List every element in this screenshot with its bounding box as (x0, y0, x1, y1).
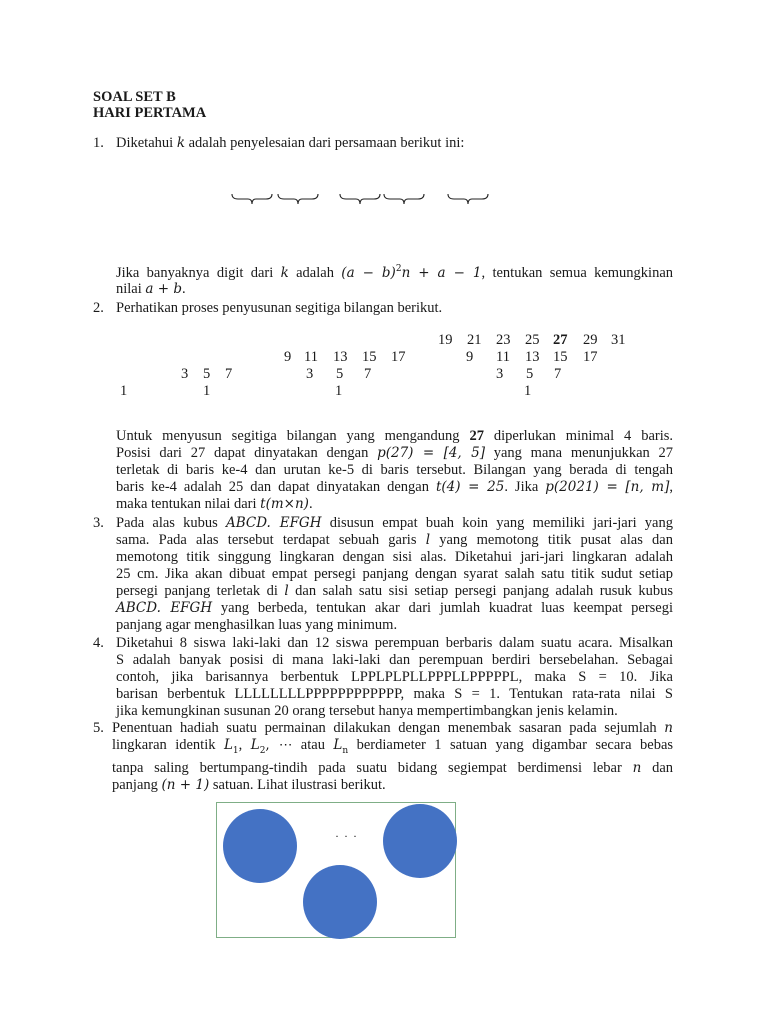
q1-condition: Jika banyaknya digit dari k adalah $(a - b)^2n + a - 1$, tentukan semua kemungkinan (116, 264, 674, 281)
q2-para-line3: terletak di baris ke-4 dan urutan ke-5 di baris tersebut. Bilangan yang berada di tengah (116, 462, 673, 478)
q5-line3: tanpa saling bertumpang-tindih pada suatu bidang segiempat berdimensi lebar n dan (112, 760, 673, 776)
tri1-r1-c1: 1 (120, 383, 128, 399)
q4-line1: Diketahui 8 siswa laki-laki dan 12 siswa perempuan berbaris dalam suatu acara. Misalkan (116, 635, 673, 651)
q5-line2: lingkaran identik $L_1$, $L_2$, ⋯ atau $L_n$ berdiameter 1 satuan yang digambar secara bebas (112, 737, 674, 756)
tri4-r3-c1: 9 (466, 349, 474, 365)
q5-number: 5. (93, 720, 104, 736)
tri4-r4-c3: 23 (496, 332, 511, 348)
tri4-r4-c1: 19 (438, 332, 453, 348)
number-triangles (0, 0, 768, 420)
tri3-r2-c1: 3 (306, 366, 314, 382)
q4-line2: S adalah banyak posisi di mana laki-laki dan perempuan berdiri bersebelahan. Sebagai (116, 652, 673, 668)
tri2-r1-c1: 1 (203, 383, 211, 399)
q4-line3: contoh, jika barisannya berbentuk LPPLPLPLLPPPLLPPPPPL, maka S = 10. Jika (116, 669, 673, 685)
circle-L2 (303, 865, 377, 939)
q3-line6: ABCD. EFGH yang berbeda, tentukan akar dari jumlah kuadrat luas keempat persegi (116, 600, 674, 616)
tri2-r2-c2: 5 (203, 366, 211, 382)
q2-number: 2. (93, 300, 104, 316)
q3-line4: 25 cm. Jika akan dibuat empat persegi panjang dengan syarat salah satu titik sudut setiap (116, 566, 673, 582)
tri4-r2-c1: 3 (496, 366, 504, 382)
tri4-r2-c3: 7 (554, 366, 562, 382)
tri3-r2-c2: 5 (336, 366, 344, 382)
tri4-r2-c2: 5 (526, 366, 534, 382)
q1-question: nilai a + b. (116, 281, 186, 297)
tri3-r3-c4: 15 (362, 349, 377, 365)
circle-Ln (383, 804, 457, 878)
tri4-r4-c5-highlight: 27 (553, 332, 568, 348)
tri2-r2-c3: 7 (225, 366, 233, 382)
q1-number: 1. (93, 135, 104, 151)
q3-number: 3. (93, 515, 104, 531)
q5-line1: Penentuan hadiah suatu permainan dilakukan dengan menembak sasaran pada sejumlah n (112, 720, 673, 736)
tri3-r2-c3: 7 (364, 366, 372, 382)
tri4-r1-c1: 1 (524, 383, 532, 399)
q3-line7: panjang agar menghasilkan luas yang minimum. (116, 617, 398, 633)
tri2-r2-c1: 3 (181, 366, 189, 382)
q4-line4: barisan berbentuk LLLLLLLLPPPPPPPPPPPP, maka S = 1. Tentukan rata-rata nilai S (116, 686, 673, 702)
q3-line5: persegi panjang terletak di l dan salah satu sisi setiap persegi panjang adalah rusuk kubus (116, 583, 674, 599)
q3-line3: memotong titik singgung lingkaran dengan sisi alas. Diketahui jari-jari lingkaran adalah (116, 549, 673, 565)
tri4-r3-c2: 11 (496, 349, 510, 365)
q1-intro: Diketahui k adalah penyelesaian dari persamaan berikut ini: (116, 135, 465, 151)
tri3-r3-c5: 17 (391, 349, 406, 365)
q2-para-line5: maka tentukan nilai dari t(m×n). (116, 496, 313, 512)
circles-illustration (216, 802, 456, 938)
tri4-r3-c3: 13 (525, 349, 540, 365)
q2-intro: Perhatikan proses penyusunan segitiga bilangan berikut. (116, 300, 443, 316)
day-title: HARI PERTAMA (93, 105, 207, 121)
q5-line4: panjang (n + 1) satuan. Lihat ilustrasi berikut. (112, 777, 386, 793)
q3-line2: sama. Pada alas tersebut terdapat sebuah garis l yang memotong titik pusat alas dan (116, 532, 673, 548)
tri4-r4-c2: 21 (467, 332, 482, 348)
tri4-r4-c6: 29 (583, 332, 598, 348)
q4-line5: jika kemungkinan susunan 20 orang tersebut hanya mempertimbangkan jenis kelamin. (116, 703, 618, 719)
q4-number: 4. (93, 635, 104, 651)
q2-para-line4: baris ke-4 adalah 25 dan dapat dinyatakan dengan t(4) = 25. Jika p(2021) = [n, m], (116, 479, 674, 495)
tri4-r4-c7: 31 (611, 332, 626, 348)
q3-line1: Pada alas kubus ABCD. EFGH disusun empat buah koin yang memiliki jari-jari yang (116, 515, 673, 531)
tri3-r3-c2: 11 (304, 349, 318, 365)
set-title: SOAL SET B (93, 89, 176, 105)
q2-para-line1: Untuk menyusun segitiga bilangan yang mengandung 27 diperlukan minimal 4 baris. (116, 428, 674, 444)
ellipsis: · · · (335, 829, 358, 843)
tri3-r3-c3: 13 (333, 349, 348, 365)
tri4-r3-c4: 15 (553, 349, 568, 365)
tri3-r3-c1: 9 (284, 349, 292, 365)
q2-para-line2: Posisi dari 27 dapat dinyatakan dengan p(27) = [4, 5] yang mana menunjukkan 27 (116, 445, 674, 461)
tri4-r4-c4: 25 (525, 332, 540, 348)
tri3-r1-c1: 1 (335, 383, 343, 399)
circle-L1 (223, 809, 297, 883)
tri4-r3-c5: 17 (583, 349, 598, 365)
